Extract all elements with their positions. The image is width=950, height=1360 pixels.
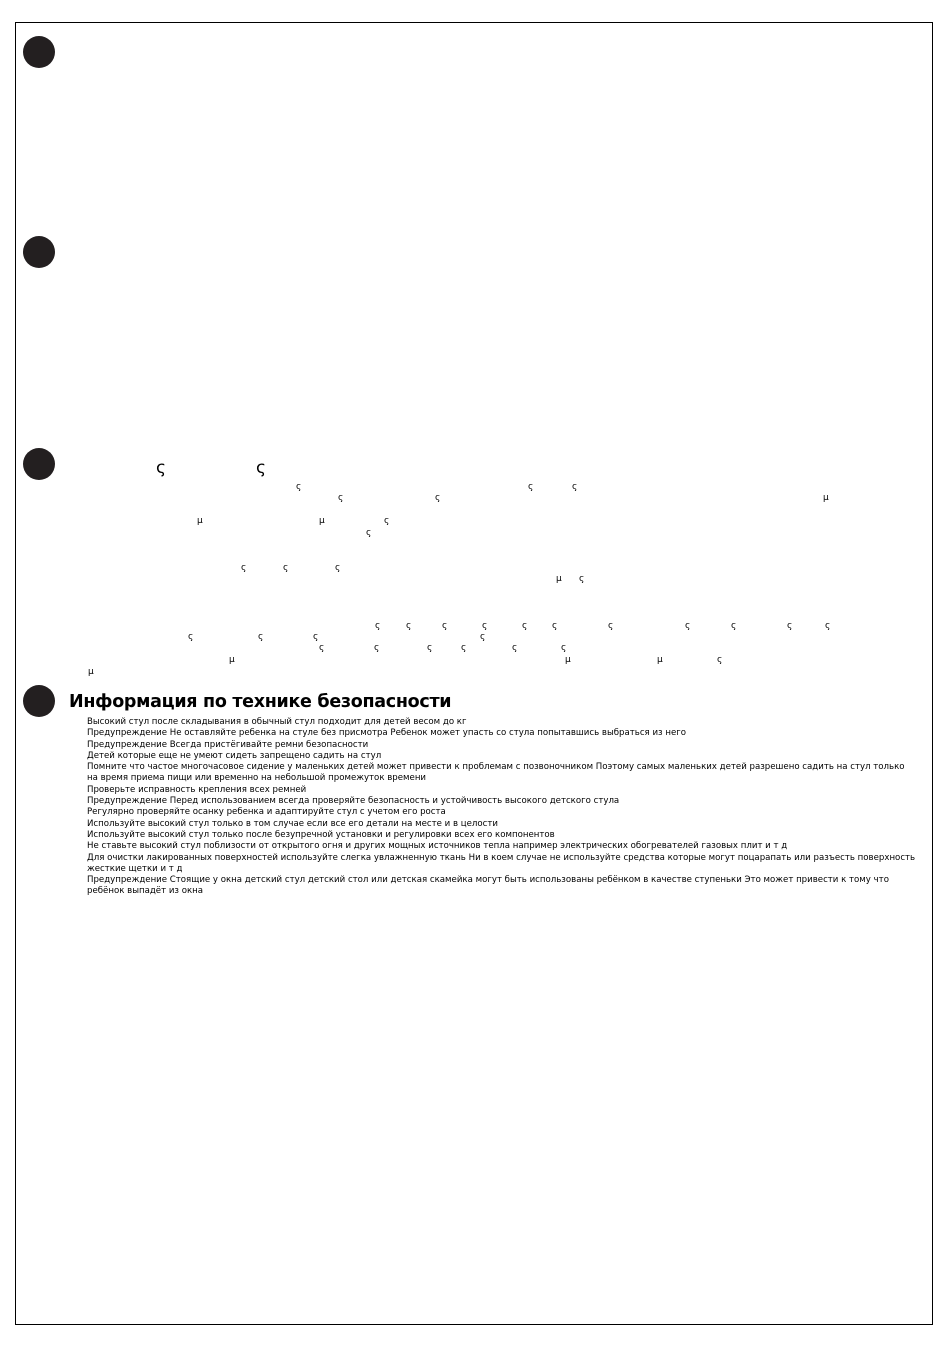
glyph-sigma: ς	[572, 482, 578, 492]
glyph-sigma: ς	[283, 563, 289, 573]
glyph-mu: μ	[657, 655, 663, 665]
glyph-sigma: ς	[338, 493, 344, 503]
glyph-sigma: ς	[258, 632, 264, 642]
list-item: Не ставьте высокий стул поблизости от открытого огня и других мощных источников тепла например электрических обогревателей газовых плит и т д	[87, 841, 788, 852]
glyph-mu: μ	[229, 655, 235, 665]
glyph-sigma: ς	[335, 563, 341, 573]
section-heading: Информация по технике безопасности	[69, 692, 452, 712]
glyph-sigma: ς	[435, 493, 441, 503]
glyph-mu: μ	[319, 516, 325, 526]
list-item: Проверьте исправность крепления всех ремней	[87, 784, 307, 795]
glyph-sigma: ς	[384, 516, 390, 526]
glyph-sigma: ς	[313, 632, 319, 642]
list-item: Используйте высокий стул только после безупречной установки и регулировки всех его компонентов	[87, 829, 555, 840]
glyph-sigma: ς	[480, 632, 486, 642]
list-item: Для очистки лакированных поверхностей используйте слегка увлажненную ткань Ни в коем случае не используйте средства которые могут поцарапать или разъесть поверхность жесткие щетки и т д	[87, 852, 916, 874]
glyph-sigma: ς	[319, 643, 325, 653]
glyph-sigma: ς	[296, 482, 302, 492]
glyph-sigma: ς	[241, 563, 247, 573]
list-item: Регулярно проверяйте осанку ребенка и адаптируйте стул с учетом его роста	[87, 807, 446, 818]
glyph-sigma: ς	[156, 458, 166, 478]
section-bullet-2	[23, 236, 55, 268]
glyph-sigma: ς	[374, 643, 380, 653]
glyph-mu: μ	[823, 493, 829, 503]
glyph-sigma: ς	[461, 643, 467, 653]
glyph-sigma: ς	[579, 574, 585, 584]
list-item: Детей которые еще не умеют сидеть запрещено садить на стул	[87, 750, 382, 761]
glyph-sigma: ς	[188, 632, 194, 642]
page-border	[15, 22, 933, 1325]
glyph-sigma: ς	[256, 458, 266, 478]
glyph-sigma: ς	[512, 643, 518, 653]
glyph-mu: μ	[88, 667, 94, 677]
section-bullet-1	[23, 36, 55, 68]
list-item: Помните что частое многочасовое сидение у маленьких детей может привести к проблемам с позвоночником Поэтому самых маленьких детей разрешено садить на стул только на время приема пищи или временно на небольшой промежуток времени	[87, 762, 905, 784]
glyph-mu: μ	[197, 516, 203, 526]
list-item: Используйте высокий стул только в том случае если все его детали на месте и в целости	[87, 818, 498, 829]
glyph-sigma: ς	[685, 621, 691, 631]
section-bullet-3	[23, 448, 55, 480]
glyph-sigma: ς	[552, 621, 558, 631]
glyph-sigma: ς	[825, 621, 831, 631]
list-item: Высокий стул после складывания в обычный стул подходит для детей весом до кг	[87, 717, 467, 727]
glyph-sigma: ς	[717, 655, 723, 665]
glyph-sigma: ς	[522, 621, 528, 631]
safety-list	[87, 717, 917, 898]
glyph-sigma: ς	[366, 528, 372, 538]
section-bullet-4	[23, 685, 55, 717]
glyph-sigma: ς	[482, 621, 488, 631]
glyph-sigma: ς	[375, 621, 381, 631]
glyph-sigma: ς	[528, 482, 534, 492]
glyph-mu: μ	[565, 655, 571, 665]
glyph-sigma: ς	[427, 643, 433, 653]
glyph-sigma: ς	[787, 621, 793, 631]
glyph-mu: μ	[556, 574, 562, 584]
glyph-sigma: ς	[442, 621, 448, 631]
list-item: Предупреждение Стоящие у окна детский стул детский стол или детская скамейка могут быть использованы ребёнком в качестве ступеньки Это может привести к тому что ребёнок выпадёт из окна	[87, 875, 889, 897]
list-item: Предупреждение Не оставляйте ребенка на стуле без присмотра Ребенок может упасть со стула попытавшись выбраться из него	[87, 728, 687, 739]
glyph-sigma: ς	[731, 621, 737, 631]
glyph-sigma: ς	[561, 643, 567, 653]
glyph-sigma: ς	[406, 621, 412, 631]
list-item: Предупреждение Перед использованием всегда проверяйте безопасность и устойчивость высокого детского стула	[87, 796, 620, 807]
glyph-sigma: ς	[608, 621, 614, 631]
list-item: Предупреждение Всегда пристёгивайте ремни безопасности	[87, 739, 369, 750]
